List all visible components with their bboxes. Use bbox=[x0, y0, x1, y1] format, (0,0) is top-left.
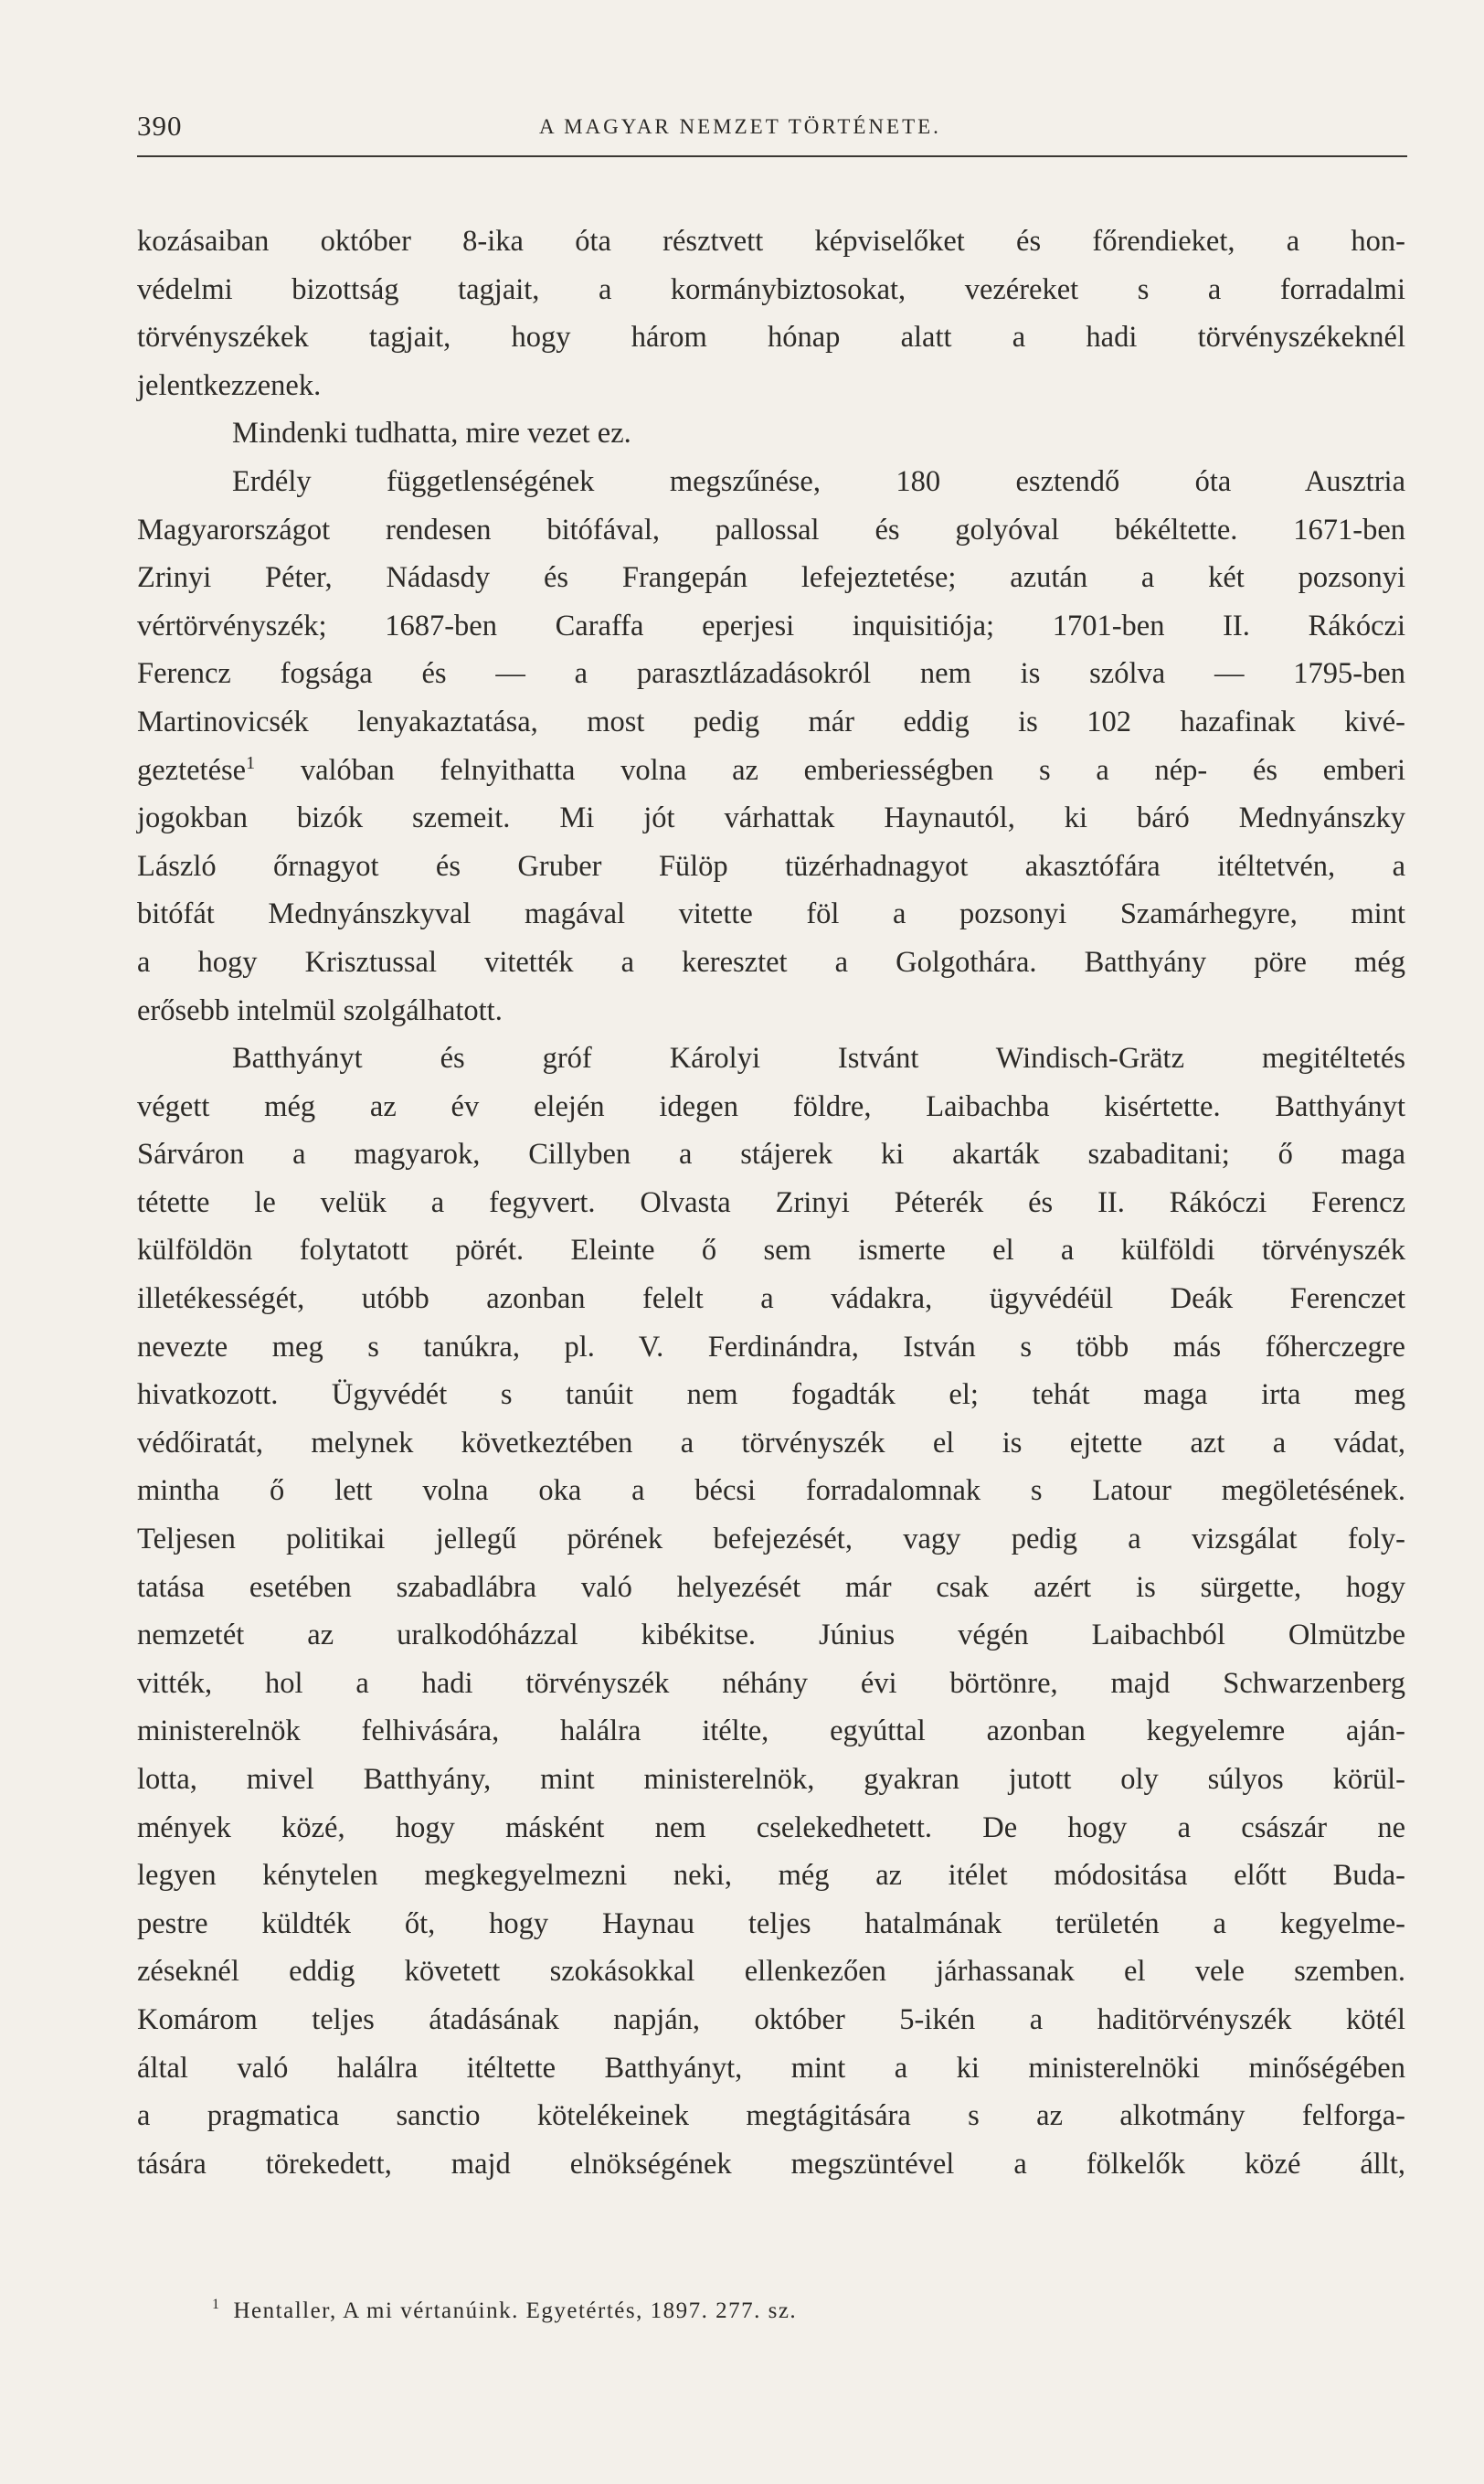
text-line: vértörvényszék; 1687-ben Caraffa eperjesi inquisitiója; 1701-ben II. Rákóczi bbox=[137, 609, 1405, 642]
text-line: Ferencz fogsága és — a parasztlázadásokról nem is szólva — 1795-ben bbox=[137, 657, 1405, 691]
text-line: végett még az év elején idegen földre, Laibachba kisértette. Batthyányt bbox=[137, 1089, 1405, 1123]
text-line: által való halálra itéltette Batthyányt, mint a ki ministerelnöki minőségében bbox=[137, 2051, 1405, 2085]
text-fragment: geztetése bbox=[137, 753, 247, 787]
footnote-reference[interactable]: 1 bbox=[246, 752, 256, 773]
text-line: Zrinyi Péter, Nádasdy és Frangepán lefejeztetése; azután a két pozsonyi bbox=[137, 561, 1405, 595]
text-line-with-footnote bbox=[137, 747, 1405, 795]
text-line: ministerelnök felhivására, halálra itélte, egyúttal azonban kegyelemre aján- bbox=[137, 1714, 1405, 1748]
text-line: László őrnagyot és Gruber Fülöp tüzérhadnagyot akasztófára itéltetvén, a bbox=[137, 849, 1405, 883]
text-line: illetékességét, utóbb azonban felelt a vádakra, ügyvédéül Deák Ferenczet bbox=[137, 1282, 1405, 1316]
paragraph-start-line: Mindenki tudhatta, mire vezet ez. bbox=[232, 417, 631, 451]
text-line: védőiratát, melynek következtében a törvényszék el is ejtette azt a vádat, bbox=[137, 1426, 1405, 1460]
page-header bbox=[137, 110, 1407, 157]
text-line: jogokban bizók szemeit. Mi jót várhattak Haynautól, ki báró Mednyánszky bbox=[137, 801, 1405, 835]
text-line: külföldön folytatott pörét. Eleinte ő sem ismerte el a külföldi törvényszék bbox=[137, 1234, 1405, 1268]
text-line: lotta, mivel Batthyány, mint ministerelnök, gyakran jutott oly súlyos körül- bbox=[137, 1763, 1405, 1796]
text-line: hivatkozott. Ügyvédét s tanúit nem fogadták el; tehát maga irta meg bbox=[137, 1378, 1405, 1412]
text-line: Magyarországot rendesen bitófával, pallossal és golyóval békéltette. 1671-ben bbox=[137, 513, 1405, 547]
text-line: védelmi bizottság tagjait, a kormánybiztosokat, vezéreket s a forradalmi bbox=[137, 272, 1405, 306]
text-line: mények közé, hogy másként nem cselekedhetett. De hogy a császár ne bbox=[137, 1810, 1405, 1844]
text-fragment: valóban felnyithatta volna az emberiességben s a nép- és emberi bbox=[300, 753, 1406, 787]
text-line: nevezte meg s tanúkra, pl. V. Ferdinándra, István s több más főherczegre bbox=[137, 1330, 1405, 1364]
body-text bbox=[137, 218, 1405, 2188]
text-line: jelentkezzenek. bbox=[137, 368, 322, 402]
text-line: vitték, hol a hadi törvényszék néhány évi börtönre, majd Schwarzenberg bbox=[137, 1666, 1405, 1700]
text-line: törvényszékek tagjait, hogy három hónap alatt a hadi törvényszékeknél bbox=[137, 321, 1405, 355]
text-line: tatása esetében szabadlábra való helyezését már csak azért is sürgette, hogy bbox=[137, 1570, 1405, 1604]
running-title: A MAGYAR NEMZET TÖRTÉNETE. bbox=[539, 115, 941, 138]
text-line: nemzetét az uralkodóházzal kibékitse. Június végén Laibachból Olmützbe bbox=[137, 1619, 1405, 1652]
text-line: tétette le velük a fegyvert. Olvasta Zrinyi Péterék és II. Rákóczi Ferencz bbox=[137, 1185, 1405, 1219]
text-line: tására törekedett, majd elnökségének megszüntével a fölkelők közé állt, bbox=[137, 2147, 1405, 2181]
text-line: a hogy Krisztussal vitették a keresztet a Golgothára. Batthyány pöre még bbox=[137, 945, 1405, 979]
paragraph-start-line: Erdély függetlenségének megszűnése, 180 esztendő óta Ausztria bbox=[232, 464, 1405, 498]
text-line: Teljesen politikai jellegű pörének befejezését, vagy pedig a vizsgálat foly- bbox=[137, 1523, 1405, 1556]
footnote bbox=[212, 2298, 1126, 2324]
text-line: zéseknél eddig követett szokásokkal ellenkezően járhassanak el vele szemben. bbox=[137, 1955, 1405, 1989]
text-line: Martinovicsék lenyakaztatása, most pedig már eddig is 102 hazafinak kivé- bbox=[137, 705, 1405, 738]
text-line: legyen kénytelen megkegyelmezni neki, még az itélet módositása előtt Buda- bbox=[137, 1859, 1405, 1893]
text-line: kozásaiban október 8-ika óta résztvett képviselőket és főrendieket, a hon- bbox=[137, 225, 1405, 258]
text-line: Komárom teljes átadásának napján, október 5-ikén a haditörvényszék kötél bbox=[137, 2002, 1405, 2036]
paragraph-start-line: Batthyányt és gróf Károlyi Istvánt Windisch-Grätz megitéltetés bbox=[232, 1042, 1405, 1076]
text-line: pestre küldték őt, hogy Haynau teljes hatalmának területén a kegyelme- bbox=[137, 1906, 1405, 1940]
text-line: erősebb intelmül szolgálhatott. bbox=[137, 993, 503, 1027]
page-number: 390 bbox=[137, 110, 183, 142]
text-line: mintha ő lett volna oka a bécsi forradalomnak s Latour megöletésének. bbox=[137, 1474, 1405, 1508]
text-line: Sárváron a magyarok, Cillyben a stájerek ki akarták szabaditani; ő maga bbox=[137, 1138, 1405, 1172]
text-line: a pragmatica sanctio kötelékeinek megtágitására s az alkotmány felforga- bbox=[137, 2099, 1405, 2133]
footnote-marker: 1 bbox=[212, 2297, 221, 2312]
footnote-text: Hentaller, A mi vértanúink. Egyetértés, 1897. 277. sz. bbox=[233, 2298, 798, 2323]
text-line: bitófát Mednyánszkyval magával vitette föl a pozsonyi Szamárhegyre, mint bbox=[137, 897, 1405, 931]
header-rule bbox=[137, 155, 1407, 157]
